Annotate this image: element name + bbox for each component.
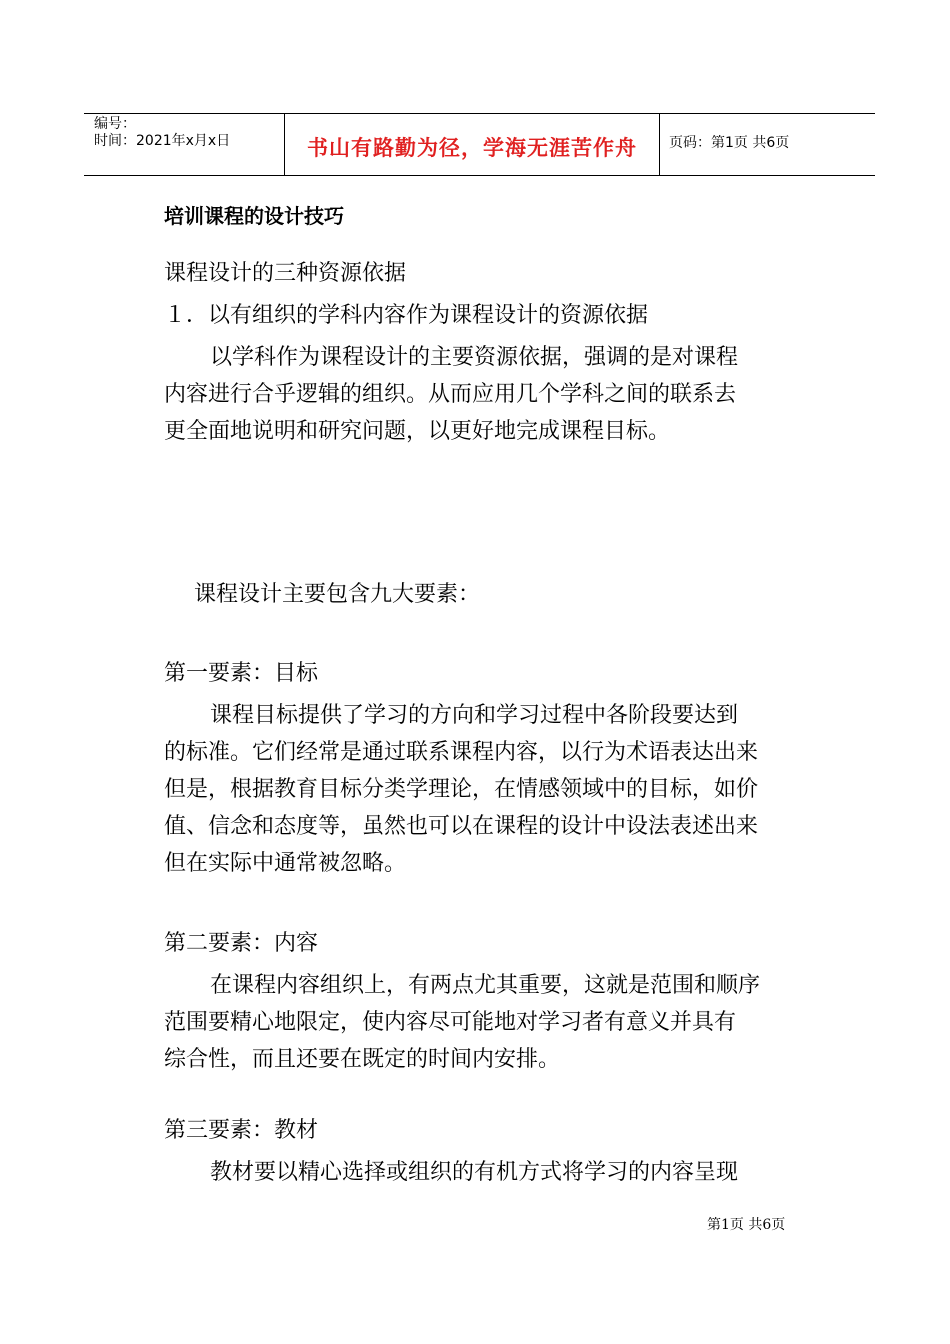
element-2-paragraph — [164, 967, 804, 1078]
text-line: 以学科作为课程设计的主要资源依据，强调的是对课程 — [210, 345, 739, 370]
header-meta-cell — [84, 114, 284, 175]
item-1 — [164, 297, 804, 334]
header-motto-cell — [284, 114, 660, 175]
nine-elements-heading — [194, 576, 834, 613]
motto-text: 书山有路勤为径，学海无涯苦作舟 — [307, 136, 637, 160]
text-line: 内容进行合乎逻辑的组织。从而应用几个学科之间的联系去 — [164, 382, 737, 407]
text-line: 课程目标提供了学习的方向和学习过程中各阶段要达到 — [210, 703, 739, 728]
text-line: 第三要素：教材 — [164, 1118, 319, 1143]
text-line: 在课程内容组织上，有两点尤其重要，这就是范围和顺序 — [210, 973, 761, 998]
text-line: 课程设计主要包含九大要素： — [194, 582, 481, 607]
text-line: 第二要素：内容 — [164, 931, 319, 956]
source-heading — [164, 255, 804, 292]
text-line: 更全面地说明和研究问题，以更好地完成课程目标。 — [164, 419, 671, 444]
text-line: 教材要以精心选择或组织的有机方式将学习的内容呈现 — [210, 1160, 739, 1185]
text-line: 第一要素：目标 — [164, 661, 319, 686]
text-line: 的标准。它们经常是通过联系课程内容，以行为术语表达出来 — [164, 740, 759, 765]
element-1-heading — [164, 655, 804, 692]
text-line: 但是，根据教育目标分类学理论，在情感领域中的目标，如价 — [164, 777, 759, 802]
header-page-cell — [659, 114, 875, 175]
document-title: 培训课程的设计技巧 — [164, 204, 344, 228]
item-1-paragraph — [164, 339, 804, 450]
text-line: 但在实际中通常被忽略。 — [164, 851, 407, 876]
text-line: 课程设计的三种资源依据 — [164, 261, 407, 286]
element-2-heading — [164, 925, 804, 962]
code-label: 编号： — [94, 116, 136, 132]
page-info: 页码：第1页 共6页 — [669, 135, 790, 151]
text-line: 综合性，而且还要在既定的时间内安排。 — [164, 1047, 561, 1072]
document-header-table — [84, 113, 875, 176]
element-3-paragraph — [164, 1154, 804, 1191]
time-label: 时间：2021年x月x日 — [94, 133, 231, 149]
page-footer: 第1页 共6页 — [707, 1217, 786, 1233]
element-3-heading — [164, 1112, 804, 1149]
text-line: １．以有组织的学科内容作为课程设计的资源依据 — [164, 303, 649, 328]
element-1-paragraph — [164, 697, 804, 882]
text-line: 值、信念和态度等，虽然也可以在课程的设计中设法表述出来 — [164, 814, 759, 839]
text-line: 范围要精心地限定，使内容尽可能地对学习者有意义并具有 — [164, 1010, 737, 1035]
